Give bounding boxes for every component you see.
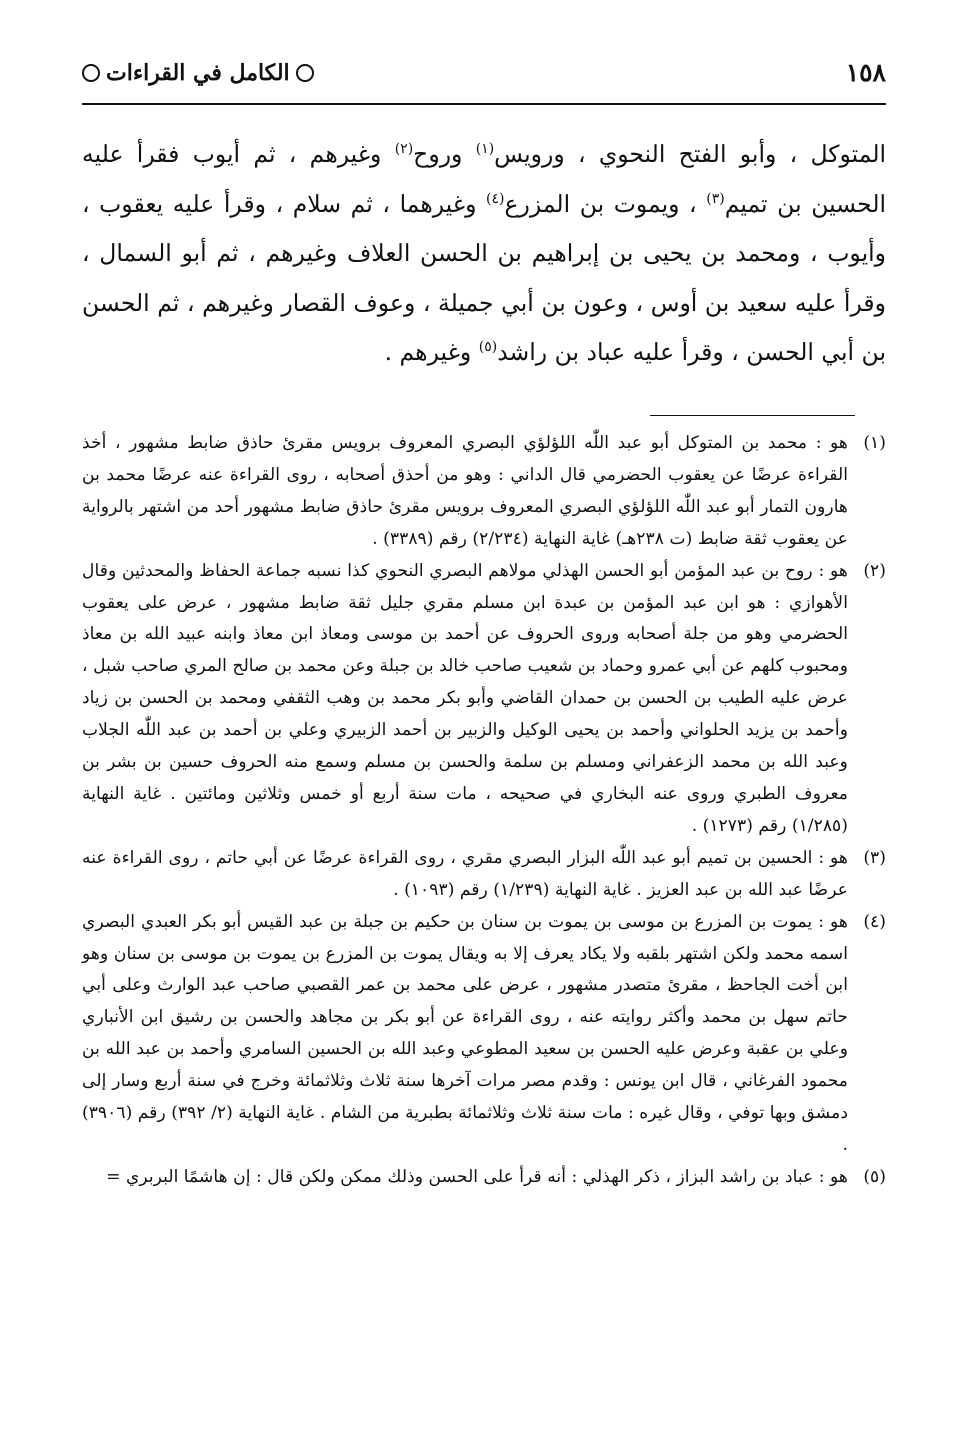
footnote-separator xyxy=(650,415,855,416)
footnote-text: هو : يموت بن المزرع بن موسى بن يموت بن سنان بن حكيم بن جبلة بن عبد القيس أبو بكر العبدي البصري اسمه محمد ولكن اشتهر بلقبه ولا يكاد يعرف إلا به ويقال يموت بن المزرع بن يموت بن موسى بن سنان وهو ابن أخت الجاحظ ، مقرئ متصدر مشهور ، عرض على محمد بن عمر القصبي صاحب عبد الوارث وعلى أبي حاتم سهل بن محمد وأكثر روايته عنه ، روى القراءة عن أبو بكر بن مجاهد والحسن بن رشيق ابن الأنباري وعلي بن عقبة وعرض عليه الحسن بن سعيد المطوعي وعبد الله بن الحسين السامري وأحمد بن عبد الله بن محمود الفرغاني ، قال ابن يونس : وقدم مصر مرات آخرها سنة ثلاث وثلاثمائة وخرج في سنة أربع وسار إلى دمشق وبها توفي ، وقال غيره : مات سنة ثلاث وثلاثمائة بطبرية من الشام . غاية النهاية (٢/ ٣٩٢) رقم (٣٩٠٦) . xyxy=(81,911,848,1155)
main-text-block xyxy=(82,130,886,378)
footnotes-block xyxy=(82,428,886,1194)
text-run: وروح xyxy=(413,140,476,168)
text-run: المتوكل ، وأبو الفتح النحوي ، ورويس xyxy=(494,140,887,168)
footnote-item xyxy=(82,1162,886,1194)
page-number: ١٥٨ xyxy=(845,58,886,87)
text-run: وغيرهما ، ثم سلام ، وقرأ عليه يعقوب ، وأيوب ، ومحمد بن يحيى بن إبراهيم بن الحسن العلاف وغيرهم ، ثم أبو السمال ، وقرأ عليه سعيد بن أوس ، وعون بن أبي جميلة ، وعوف القصار وغيرهم ، ثم الحسن بن أبي الحسن ، وقرأ عليه عباد بن راشد xyxy=(82,189,886,366)
header-rule xyxy=(82,103,886,105)
footnote-item xyxy=(82,907,886,1162)
footnote-item xyxy=(82,556,886,843)
footnote-number: (٣) xyxy=(863,847,886,868)
footnote-text: هو : الحسين بن تميم أبو عبد اللّٰه البزار البصري مقري ، روى القراءة عرضًا عن أبي حاتم ، روى القراءة عنه عرضًا عبد الله بن عبد العزيز . غاية النهاية (١/٢٣٩) رقم (١٠٩٣) . xyxy=(82,847,848,900)
running-title-group xyxy=(82,60,314,86)
footnote-item xyxy=(82,428,886,556)
text-run: ، ويموت بن المزرع xyxy=(504,189,707,218)
footnote-number: (٤) xyxy=(863,911,886,932)
footnote-number: (١) xyxy=(863,433,886,453)
footnote-text: هو : محمد بن المتوكل أبو عبد اللّٰه اللؤلؤي البصري المعروف برويس مقرئ حاذق ضابط مشهور ، أخذ القراءة عرضًا عن يعقوب الحضرمي قال الداني : وهو من أحذق أصحابه ، روى القراءة عنه عرضًا محمد بن هارون التمار أبو عبد اللّٰه اللؤلؤي البصري المعروف برويس مقرئ حاذق ضابط مشهور أحد من اشتهر بالرواية عن يعقوب ثقة ضابط (ت ٢٣٨هـ) غاية النهاية (٢/٢٣٤) رقم (٣٣٨٩) . xyxy=(82,433,848,549)
footnote-number: (٢) xyxy=(863,560,886,581)
page-header xyxy=(82,58,886,98)
footnote-ref: (٤) xyxy=(486,190,505,207)
footnote-item xyxy=(82,843,886,907)
circle-ornament-icon xyxy=(296,64,314,82)
circle-ornament-icon xyxy=(82,64,100,82)
footnote-number: (٥) xyxy=(863,1166,886,1187)
text-run: وغيرهم ، ثم أيوب فقرأ عليه الحسين بن تميم xyxy=(82,140,887,218)
main-paragraph xyxy=(82,130,886,378)
footnote-ref: (٢) xyxy=(394,141,414,158)
footnote-text: هو : عباد بن راشد البزاز ، ذكر الهذلي : أنه قرأ على الحسن وذلك ممكن ولكن قال : إن هاشمًا البربري = xyxy=(106,1166,848,1187)
footnote-ref: (٣) xyxy=(706,190,725,207)
footnote-text: هو : روح بن عبد المؤمن أبو الحسن الهذلي مولاهم البصري النحوي كذا نسبه جماعة الحفاظ والمحدثين وقال الأهوازي : هو ابن عبد المؤمن بن عبدة ابن مسلم مقري جليل ثقة ضابط مشهور ، عرض على يعقوب الحضرمي وهو من جلة أصحابه وروى الحروف عن أحمد بن موسى ومعاذ ابن معاذ وابنه عبيد الله بن معاذ ومحبوب كلهم عن أبي عمرو وحماد بن شعيب صاحب خالد بن جبلة وعن محمد بن صالح المري صاحب شبل ، عرض عليه الطيب بن الحسن بن حمدان القاضي وأبو بكر محمد بن وهب الثقفي ومحمد بن الحسن بن زياد وأحمد بن يزيد الحلواني وأحمد بن يحيى الوكيل والزبير بن أحمد الزبيري وعلي بن أحمد بن عبد اللّٰه الجلاب وعبد الله بن محمد الزعفراني ومسلم بن سلمة والحسن بن مسلم وسمع منه الحروف حسين بن بشر بن معروف الطبري وروى عنه البخاري في صحيحه ، مات سنة أربع أو خمس وثلاثين ومائتين . غاية النهاية (١/٢٨٥) رقم (١٢٧٣) . xyxy=(82,560,848,836)
text-run: وغيرهم . xyxy=(384,338,479,366)
footnote-ref: (٥) xyxy=(478,339,498,356)
footnote-ref: (١) xyxy=(475,141,495,158)
running-title: الكامل في القراءات xyxy=(106,60,290,86)
